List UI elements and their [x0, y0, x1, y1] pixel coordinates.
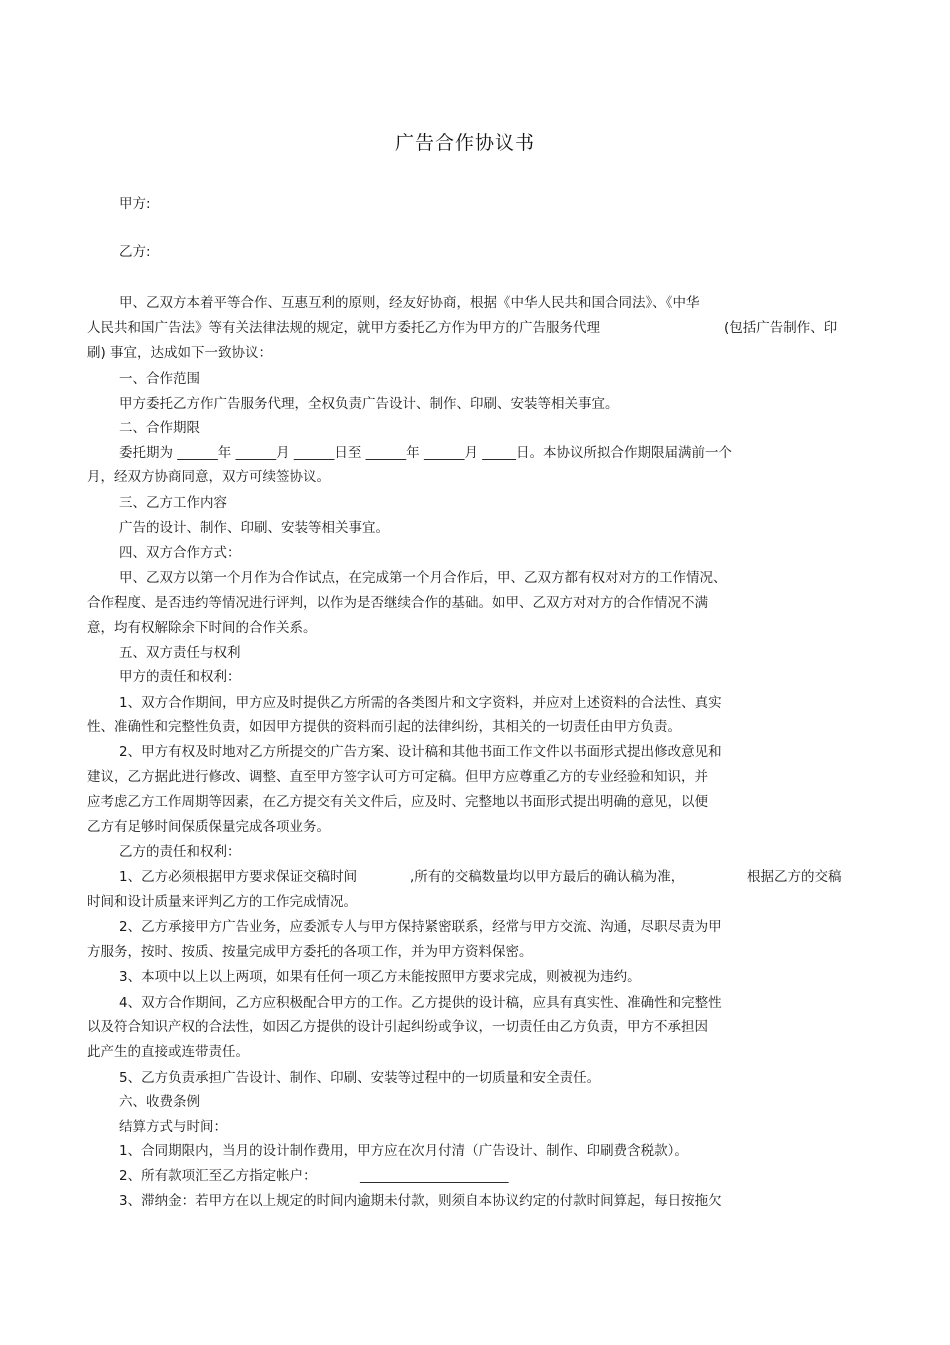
document-title: 广告合作协议书	[394, 132, 535, 154]
subsection-heading: 乙方的责任和权利：	[119, 844, 241, 860]
paragraph-line: 乙方有足够时间保质保量完成各项业务。	[87, 819, 330, 835]
paragraph-line: 5、乙方负责承担广告设计、制作、印刷、安装等过程中的一切质量和安全责任。	[119, 1070, 601, 1086]
paragraph-line: 以及符合知识产权的合法性，如因乙方提供的设计引起纠纷或争议，一切责任由乙方负责，甲方不承担因	[87, 1019, 708, 1035]
paragraph-line: 时间和设计质量来评判乙方的工作完成情况。	[87, 894, 357, 910]
paragraph-line-tail: 根据乙方的交稿	[747, 869, 842, 885]
paragraph-line: 2、所有款项汇至乙方指定帐户：	[119, 1168, 317, 1184]
preamble-line-3: 刷) 事宜，达成如下一致协议：	[87, 345, 273, 361]
paragraph-line: 甲、乙双方以第一个月作为合作试点，在完成第一个月合作后，甲、乙双方都有权对对方的工作情况、	[119, 570, 727, 586]
paragraph-line: 月，经双方协商同意，双方可续签协议。	[87, 469, 330, 485]
paragraph-line-mid: ,所有的交稿数量均以甲方最后的确认稿为准，	[410, 869, 685, 885]
section-heading: 二、合作期限	[119, 420, 200, 436]
paragraph-line: 1、合同期限内，当月的设计制作费用，甲方应在次月付清（广告设计、制作、印刷费含税款）。	[119, 1143, 688, 1159]
paragraph-line: 合作程度、是否违约等情况进行评判，以作为是否继续合作的基础。如甲、乙双方对对方的合作情况不满	[87, 595, 708, 611]
paragraph-line: 2、甲方有权及时地对乙方所提交的广告方案、设计稿和其他书面工作文件以书面形式提出修改意见和	[119, 744, 722, 760]
paragraph-line: 应考虑乙方工作周期等因素，在乙方提交有关文件后，应及时、完整地以书面形式提出明确的意见，以便	[87, 794, 708, 810]
paragraph-line: 广告的设计、制作、印刷、安装等相关事宜。	[119, 520, 389, 536]
paragraph-line: 2、乙方承接甲方广告业务，应委派专人与甲方保持紧密联系，经常与甲方交流、沟通，尽职尽责为甲	[119, 919, 722, 935]
section-heading: 一、合作范围	[119, 371, 200, 387]
preamble-line-2-tail: (包括广告制作、印	[724, 320, 838, 336]
paragraph-line: 1、双方合作期间，甲方应及时提供乙方所需的各类图片和文字资料，并应对上述资料的合法性、真实	[119, 695, 722, 711]
section-heading: 四、双方合作方式：	[119, 545, 241, 561]
section-heading: 三、乙方工作内容	[119, 495, 227, 511]
preamble-line-2: 人民共和国广告法》等有关法律法规的规定，就甲方委托乙方作为甲方的广告服务代理	[87, 320, 600, 336]
paragraph-line: 4、双方合作期间，乙方应积极配合甲方的工作。乙方提供的设计稿，应具有真实性、准确性和完整性	[119, 995, 722, 1011]
paragraph-line: 方服务，按时、按质、按量完成甲方委托的各项工作，并为甲方资料保密。	[87, 944, 533, 960]
subsection-heading: 甲方的责任和权利：	[119, 669, 241, 685]
paragraph-line: 建议，乙方据此进行修改、调整、直至甲方签字认可方可定稿。但甲方应尊重乙方的专业经验和知识，并	[87, 769, 708, 785]
subsection-heading: 结算方式与时间：	[119, 1119, 227, 1135]
section-heading: 五、双方责任与权利	[119, 645, 241, 661]
paragraph-line: 3、滞纳金：若甲方在以上规定的时间内逾期未付款，则须自本协议约定的付款时间算起，每日按拖欠	[119, 1193, 722, 1209]
section-heading: 六、收费条例	[119, 1094, 200, 1110]
paragraph-line: 甲方委托乙方作广告服务代理，全权负责广告设计、制作、印刷、安装等相关事宜。	[119, 396, 619, 412]
paragraph-line: 性、准确性和完整性负责，如因甲方提供的资料而引起的法律纠纷，其相关的一切责任由甲方负责。	[87, 719, 681, 735]
preamble-line-1: 甲、乙双方本着平等合作、互惠互利的原则，经友好协商，根据《中华人民共和国合同法》、《中华	[119, 295, 700, 311]
paragraph-line: 此产生的直接或连带责任。	[87, 1044, 249, 1060]
paragraph-line: 3、本项中以上以上两项，如果有任何一项乙方未能按照甲方要求完成，则被视为违约。	[119, 969, 641, 985]
account-blank: ______________________	[360, 1168, 509, 1184]
paragraph-line: 委托期为 ______年 ______月 ______日至 ______年 ______月 _____日。本协议所拟合作期限届满前一个	[119, 445, 732, 461]
party-a-label: 甲方:	[119, 196, 151, 212]
paragraph-line: 意，均有权解除余下时间的合作关系。	[87, 620, 317, 636]
paragraph-line: 1、乙方必须根据甲方要求保证交稿时间	[119, 869, 358, 885]
party-b-label: 乙方:	[119, 244, 151, 260]
